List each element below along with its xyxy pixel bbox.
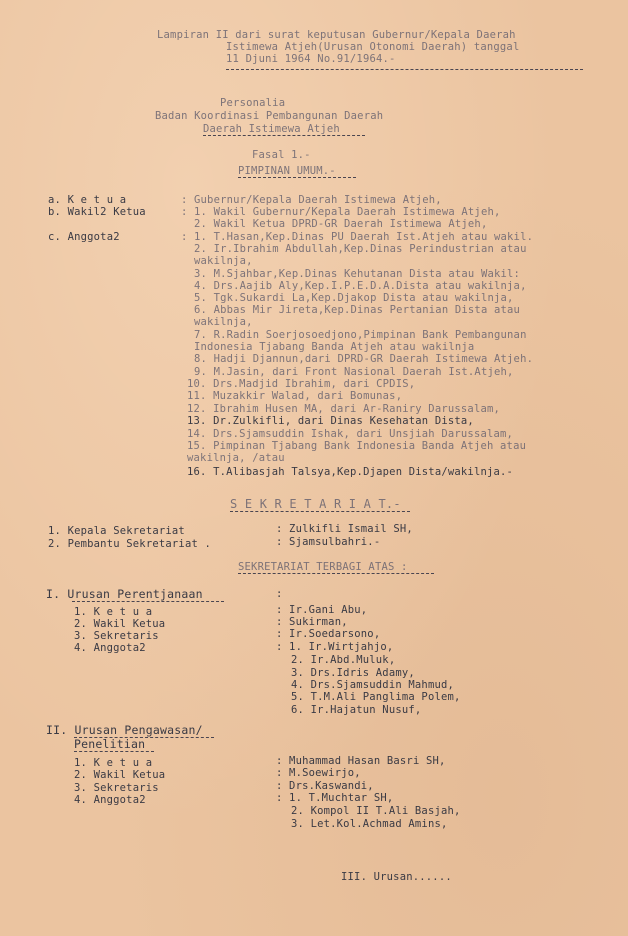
urusan-1-member: 6. Ir.Hajatun Nusuf, — [291, 704, 422, 716]
anggota-item: 11. Muzakkir Walad, dari Bomunas, — [187, 390, 403, 402]
anggota-item: 4. Drs.Aajib Aly,Kep.I.P.E.D.A.Dista atau wakilnja, — [194, 280, 527, 292]
document-page: Lampiran II dari surat keputusan Gubernur/Kepala Daerah Istimewa Atjeh(Urusan Otonomi Daerah) tanggal 11 Djuni 1964 No.91/1964.- Personalia Badan Koordinasi Pembangunan Daerah Daerah Istimewa Atjeh Fasal 1.- PIMPINAN UMUM.- a. K e t u a : Gubernur/Kepala Daerah Istimewa Atjeh, b. Wakil2 Ketua : 1. Wakil Gubernur/Kepala Daerah Istimewa Atjeh, 2. Wakil Ketua DPRD-GR Daerah Istimewa Atjeh, c. Anggota2 : 1. T.Hasan,Kep.Dinas PU Daerah Ist.Atjeh atau wakil. 2. Ir.Ibrahim Abdullah,Kep.Dinas Perindustrian atau wakilnja, 3. M.Sjahbar,Kep.Dinas Kehutanan Dista atau Wakil: 4. Drs.Aajib Aly,Kep.I.P.E.D.A.Dista atau wakilnja, 5. Tgk.Sukardi La,Kep.Djakop Dista atau wakilnja, 6. Abbas Mir Jireta,Kep.Dinas Pertanian Dista atau wakilnja, 7. R.Radin Soerjosoedjono,Pimpinan Bank Pembangunan Indonesia Tjabang Banda Atjeh atau wakilnja 8. Hadji Djannun,dari DPRD-GR Daerah Istimewa Atjeh. 9. M.Jasin, dari Front Nasional Daerah Ist.Atjeh, 10. Drs.Madjid Ibrahim, dari CPDIS, 11. Muzakkir Walad, dari Bomunas, 12. Ibrahim Husen MA, dari Ar-Raniry Darussalam, 13. Dr.Zulkifli, dari Dinas Kesehatan Dista, 14. Drs.Sjamsuddin Ishak, dari Unsjiah Darussalam, 15. Pimpinan Tjabang Bank Indonesia Banda Atjeh atau wakilnja, /atau 16. T.Alibasjah Talsya,Kep.Djapen Dista/wakilnja.- S E K R E T A R I A T.- 1. Kepala Sekretariat : Zulkifli Ismail SH, 2. Pembantu Sekretariat . : Sjamsulbahri.- SEKRETARIAT TERBAGI ATAS : I. Urusan Perentjanaan : 1. K e t u a : Ir.Gani Abu, 2. Wakil Ketua : Sukirman, 3. Sekretaris : Ir.Soedarsono, 4. Anggota2 : 1. Ir.Wirtjahjo, 2. Ir.Abd.Muluk, 3. Drs.Idris Adamy, 4. Drs.Sjamsuddin Mahmud, 5. T.M.Ali Panglima Polem, 6. Ir.Hajatun Nusuf, II. Urusan Pengawasan/ Penelitian 1. K e t u a : Muhammad Hasan Basri SH, 2. Wakil Ketua : M.Soewirjo, 3. Sekretaris : Drs.Kaswandi, 4. Anggota2 : 1. T.Muchtar SH, 2. Kompol II T.Ali Basjah, 3. Let.Kol.Achmad Amins, III. Urusan...... — [0, 0, 628, 936]
ketua-label: a. K e t u a — [48, 194, 127, 206]
kepala-value: : Zulkifli Ismail SH, — [276, 523, 413, 535]
anggota-item: 3. M.Sjahbar,Kep.Dinas Kehutanan Dista atau Wakil: — [194, 268, 521, 280]
anggota-item: 6. Abbas Mir Jireta,Kep.Dinas Pertanian Dista atau — [194, 304, 521, 316]
kepala-label: 1. Kepala Sekretariat — [48, 525, 185, 537]
urusan-1-member: 2. Ir.Abd.Muluk, — [291, 654, 396, 666]
header-line-1: Lampiran II dari surat keputusan Gubernur/Kepala Daerah — [157, 29, 516, 41]
anggota-item: Indonesia Tjabang Banda Atjeh atau wakilnja — [194, 341, 475, 353]
urusan-1-member: 3. Drs.Idris Adamy, — [291, 667, 415, 679]
title-line-3: Daerah Istimewa Atjeh — [203, 123, 340, 135]
pembantu-value: : Sjamsulbahri.- — [276, 536, 381, 548]
anggota-item: 15. Pimpinan Tjabang Bank Indonesia Banda Atjeh atau — [187, 440, 527, 452]
urusan-2-underline-2 — [74, 751, 154, 752]
title-line-2: Badan Koordinasi Pembangunan Daerah — [155, 110, 384, 122]
urusan-1-label: 3. Sekretaris — [74, 630, 159, 642]
anggota-item: 8. Hadji Djannun,dari DPRD-GR Daerah Istimewa Atjeh. — [194, 353, 534, 365]
urusan-1-value: : Ir.Soedarsono, — [276, 628, 381, 640]
urusan-2-member: 2. Kompol II T.Ali Basjah, — [291, 805, 461, 817]
anggota-item: 16. T.Alibasjah Talsya,Kep.Djapen Dista/wakilnja.- — [187, 466, 514, 478]
urusan-2-label: 2. Wakil Ketua — [74, 769, 166, 781]
urusan-2-value: : M.Soewirjo, — [276, 767, 361, 779]
urusan-1-value: : Sukirman, — [276, 616, 348, 628]
urusan-2-value: : Drs.Kaswandi, — [276, 780, 374, 792]
sekretariat-heading: S E K R E T A R I A T.- — [230, 497, 401, 511]
section-heading: Fasal 1.- — [252, 149, 311, 161]
anggota-item: 12. Ibrahim Husen MA, dari Ar-Raniry Darussalam, — [187, 403, 501, 415]
header-line-2: Istimewa Atjeh(Urusan Otonomi Daerah) tanggal — [226, 41, 520, 53]
title-line-1: Personalia — [220, 97, 286, 109]
anggota-item: wakilnja, /atau — [187, 452, 285, 464]
sekretariat-underline — [230, 511, 410, 512]
wakil-label: b. Wakil2 Ketua — [48, 206, 146, 218]
terbagi-heading: SEKRETARIAT TERBAGI ATAS : — [238, 561, 408, 573]
subheading-underline — [238, 177, 356, 178]
wakil-value-2: 2. Wakil Ketua DPRD-GR Daerah Istimewa Atjeh, — [194, 218, 488, 230]
urusan-2-label: 3. Sekretaris — [74, 782, 159, 794]
anggota-item: 2. Ir.Ibrahim Abdullah,Kep.Dinas Perindustrian atau — [194, 243, 527, 255]
urusan-1-value: : Ir.Gani Abu, — [276, 604, 368, 616]
continuation-text: III. Urusan...... — [341, 871, 452, 883]
anggota-item: 5. Tgk.Sukardi La,Kep.Djakop Dista atau wakilnja, — [194, 292, 514, 304]
anggota-item: wakilnja, — [194, 316, 253, 328]
urusan-1-title: I. Urusan Perentjanaan — [46, 587, 203, 601]
urusan-1-label: 4. Anggota2 — [74, 642, 146, 654]
urusan-1-label: 1. K e t u a — [74, 606, 153, 618]
terbagi-underline — [238, 573, 434, 574]
urusan-1-member: 5. T.M.Ali Panglima Polem, — [291, 691, 461, 703]
header-rule — [226, 69, 583, 70]
wakil-value-1: 1. Wakil Gubernur/Kepala Daerah Istimewa Atjeh, — [194, 206, 501, 218]
urusan-1-colon: : — [276, 588, 283, 600]
urusan-2-label: 4. Anggota2 — [74, 794, 146, 806]
anggota-item: wakilnja, — [194, 255, 253, 267]
urusan-1-underline — [72, 601, 224, 602]
anggota-item: 9. M.Jasin, dari Front Nasional Daerah Ist.Atjeh, — [194, 366, 514, 378]
anggota-item: 14. Drs.Sjamsuddin Ishak, dari Unsjiah Darussalam, — [187, 428, 514, 440]
urusan-2-value: : 1. T.Muchtar SH, — [276, 792, 394, 804]
pembantu-label: 2. Pembantu Sekretariat . — [48, 538, 212, 550]
urusan-1-label: 2. Wakil Ketua — [74, 618, 166, 630]
header-line-3: 11 Djuni 1964 No.91/1964.- — [226, 53, 396, 65]
urusan-2-title-1: II. Urusan Pengawasan/ — [46, 723, 203, 737]
urusan-2-member: 3. Let.Kol.Achmad Amins, — [291, 818, 448, 830]
urusan-2-title-2: Penelitian — [74, 737, 146, 751]
ketua-value: Gubernur/Kepala Daerah Istimewa Atjeh, — [194, 194, 442, 206]
title-underline — [203, 135, 365, 136]
anggota-item: 13. Dr.Zulkifli, dari Dinas Kesehatan Dista, — [187, 415, 474, 427]
urusan-1-member: 4. Drs.Sjamsuddin Mahmud, — [291, 679, 455, 691]
urusan-2-value: : Muhammad Hasan Basri SH, — [276, 755, 446, 767]
anggota-item: 7. R.Radin Soerjosoedjono,Pimpinan Bank Pembangunan — [194, 329, 527, 341]
anggota-item: 10. Drs.Madjid Ibrahim, dari CPDIS, — [187, 378, 416, 390]
anggota-item: 1. T.Hasan,Kep.Dinas PU Daerah Ist.Atjeh atau wakil. — [194, 231, 534, 243]
anggota-label: c. Anggota2 — [48, 231, 120, 243]
section-subheading: PIMPINAN UMUM.- — [238, 165, 336, 177]
urusan-1-value: : 1. Ir.Wirtjahjo, — [276, 641, 394, 653]
urusan-2-label: 1. K e t u a — [74, 757, 153, 769]
